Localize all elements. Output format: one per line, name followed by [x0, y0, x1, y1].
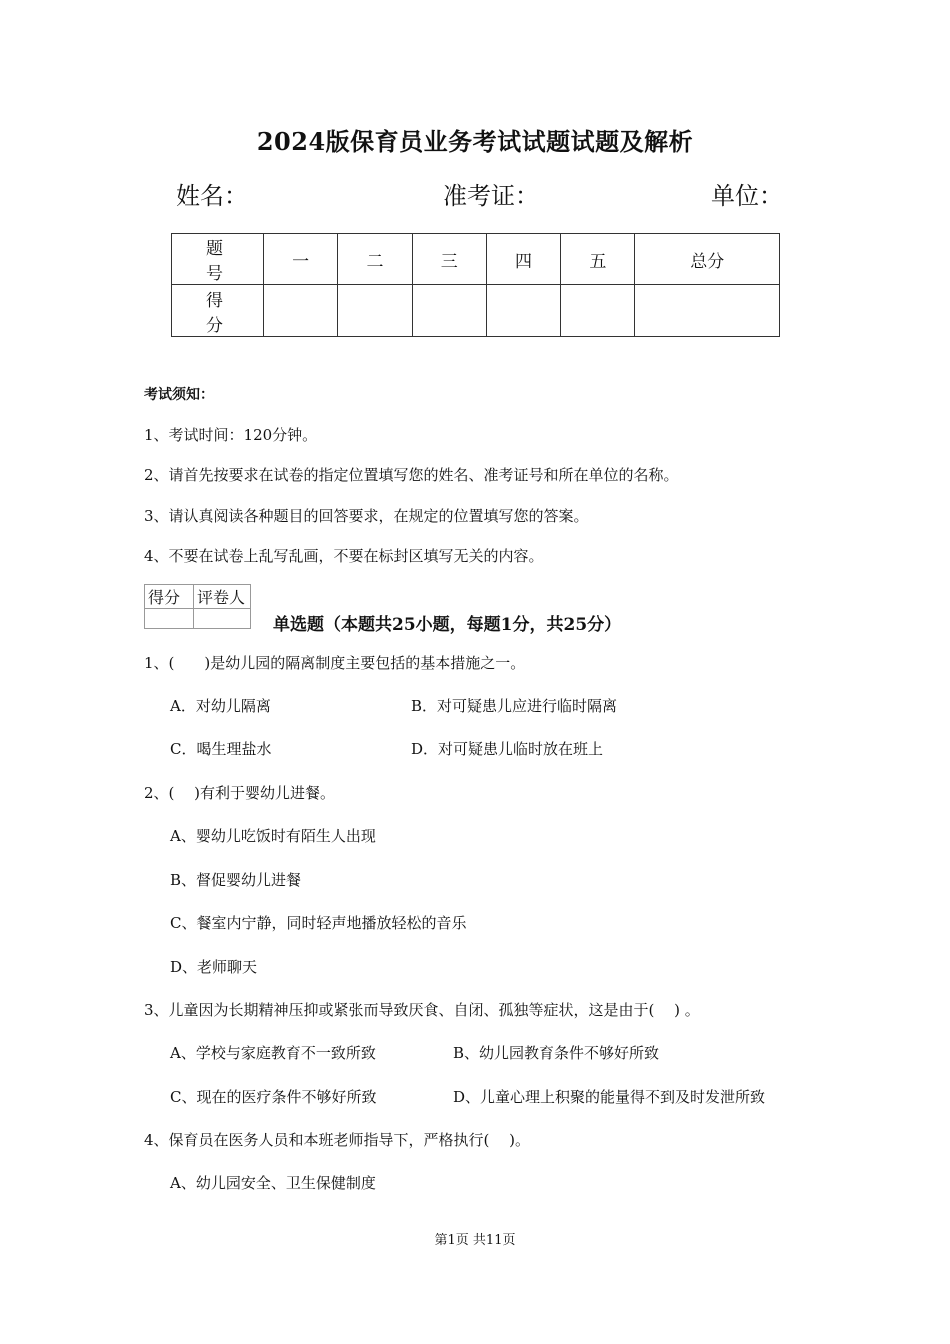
option-b[interactable]: B、幼儿园教育条件不够好所致	[453, 1044, 660, 1062]
notice-item: 3、请认真阅读各种题目的回答要求，在规定的位置填写您的答案。	[144, 507, 589, 525]
grader-reviewer-cell[interactable]	[194, 609, 251, 629]
score-table-header-row	[172, 234, 780, 285]
score-table	[171, 233, 780, 337]
page-title: 2024版保育员业务考试试题试题及解析	[256, 127, 694, 156]
option-d[interactable]: D．对可疑患儿临时放在班上	[411, 740, 604, 758]
option-d[interactable]: D、儿童心理上积聚的能量得不到及时发泄所致	[453, 1088, 766, 1106]
option-a[interactable]: A、婴幼儿吃饭时有陌生人出现	[170, 827, 376, 845]
section-title: 单选题（本题共25小题，每题1分，共25分）	[273, 615, 622, 635]
notice-item: 2、请首先按要求在试卷的指定位置填写您的姓名、准考证号和所在单位的名称。	[144, 466, 679, 484]
notice-item: 1、考试时间：120分钟。	[144, 426, 318, 444]
score-cell-1[interactable]	[264, 285, 338, 337]
grader-score-label: 得分	[145, 585, 194, 609]
header-cell-question-number: 题 号	[172, 234, 264, 285]
page-footer: 第1页 共11页	[434, 1233, 516, 1248]
score-row-label: 得 分	[172, 285, 264, 337]
header-cell-total: 总分	[635, 234, 780, 285]
score-cell-2[interactable]	[338, 285, 412, 337]
header-cell-3: 三	[412, 234, 486, 285]
question-stem: 4、保育员在医务人员和本班老师指导下，严格执行( )。	[144, 1131, 531, 1149]
unit-field-label: 单位：	[711, 182, 783, 210]
question-stem: 3、儿童因为长期精神压抑或紧张而导致厌食、自闭、孤独等症状，这是由于( ) 。	[144, 1001, 700, 1019]
header-cell-5: 五	[561, 234, 635, 285]
notice-item: 4、不要在试卷上乱写乱画，不要在标封区填写无关的内容。	[144, 547, 544, 565]
grader-score-cell[interactable]	[145, 609, 194, 629]
option-a[interactable]: A．对幼儿隔离	[170, 697, 271, 715]
score-table-score-row	[172, 285, 780, 337]
option-a[interactable]: A、学校与家庭教育不一致所致	[170, 1044, 376, 1062]
option-c[interactable]: C、餐室内宁静，同时轻声地播放轻松的音乐	[170, 914, 467, 932]
question-stem: 1、( )是幼儿园的隔离制度主要包括的基本措施之一。	[144, 654, 526, 672]
grader-box	[144, 584, 251, 629]
exam-number-field-label: 准考证：	[443, 182, 539, 210]
option-c[interactable]: C．喝生理盐水	[170, 740, 272, 758]
score-cell-3[interactable]	[412, 285, 486, 337]
grader-reviewer-label: 评卷人	[194, 585, 251, 609]
option-c[interactable]: C、现在的医疗条件不够好所致	[170, 1088, 377, 1106]
option-a[interactable]: A、幼儿园安全、卫生保健制度	[170, 1174, 376, 1192]
option-d[interactable]: D、老师聊天	[170, 958, 258, 976]
notice-heading: 考试须知：	[144, 387, 214, 403]
score-cell-total[interactable]	[635, 285, 780, 337]
name-field-label: 姓名：	[176, 182, 248, 210]
header-cell-2: 二	[338, 234, 412, 285]
option-b[interactable]: B．对可疑患儿应进行临时隔离	[411, 697, 618, 715]
option-b[interactable]: B、督促婴幼儿进餐	[170, 871, 302, 889]
score-cell-5[interactable]	[561, 285, 635, 337]
header-cell-4: 四	[486, 234, 560, 285]
header-cell-1: 一	[264, 234, 338, 285]
score-cell-4[interactable]	[486, 285, 560, 337]
question-stem: 2、( )有利于婴幼儿进餐。	[144, 784, 336, 802]
